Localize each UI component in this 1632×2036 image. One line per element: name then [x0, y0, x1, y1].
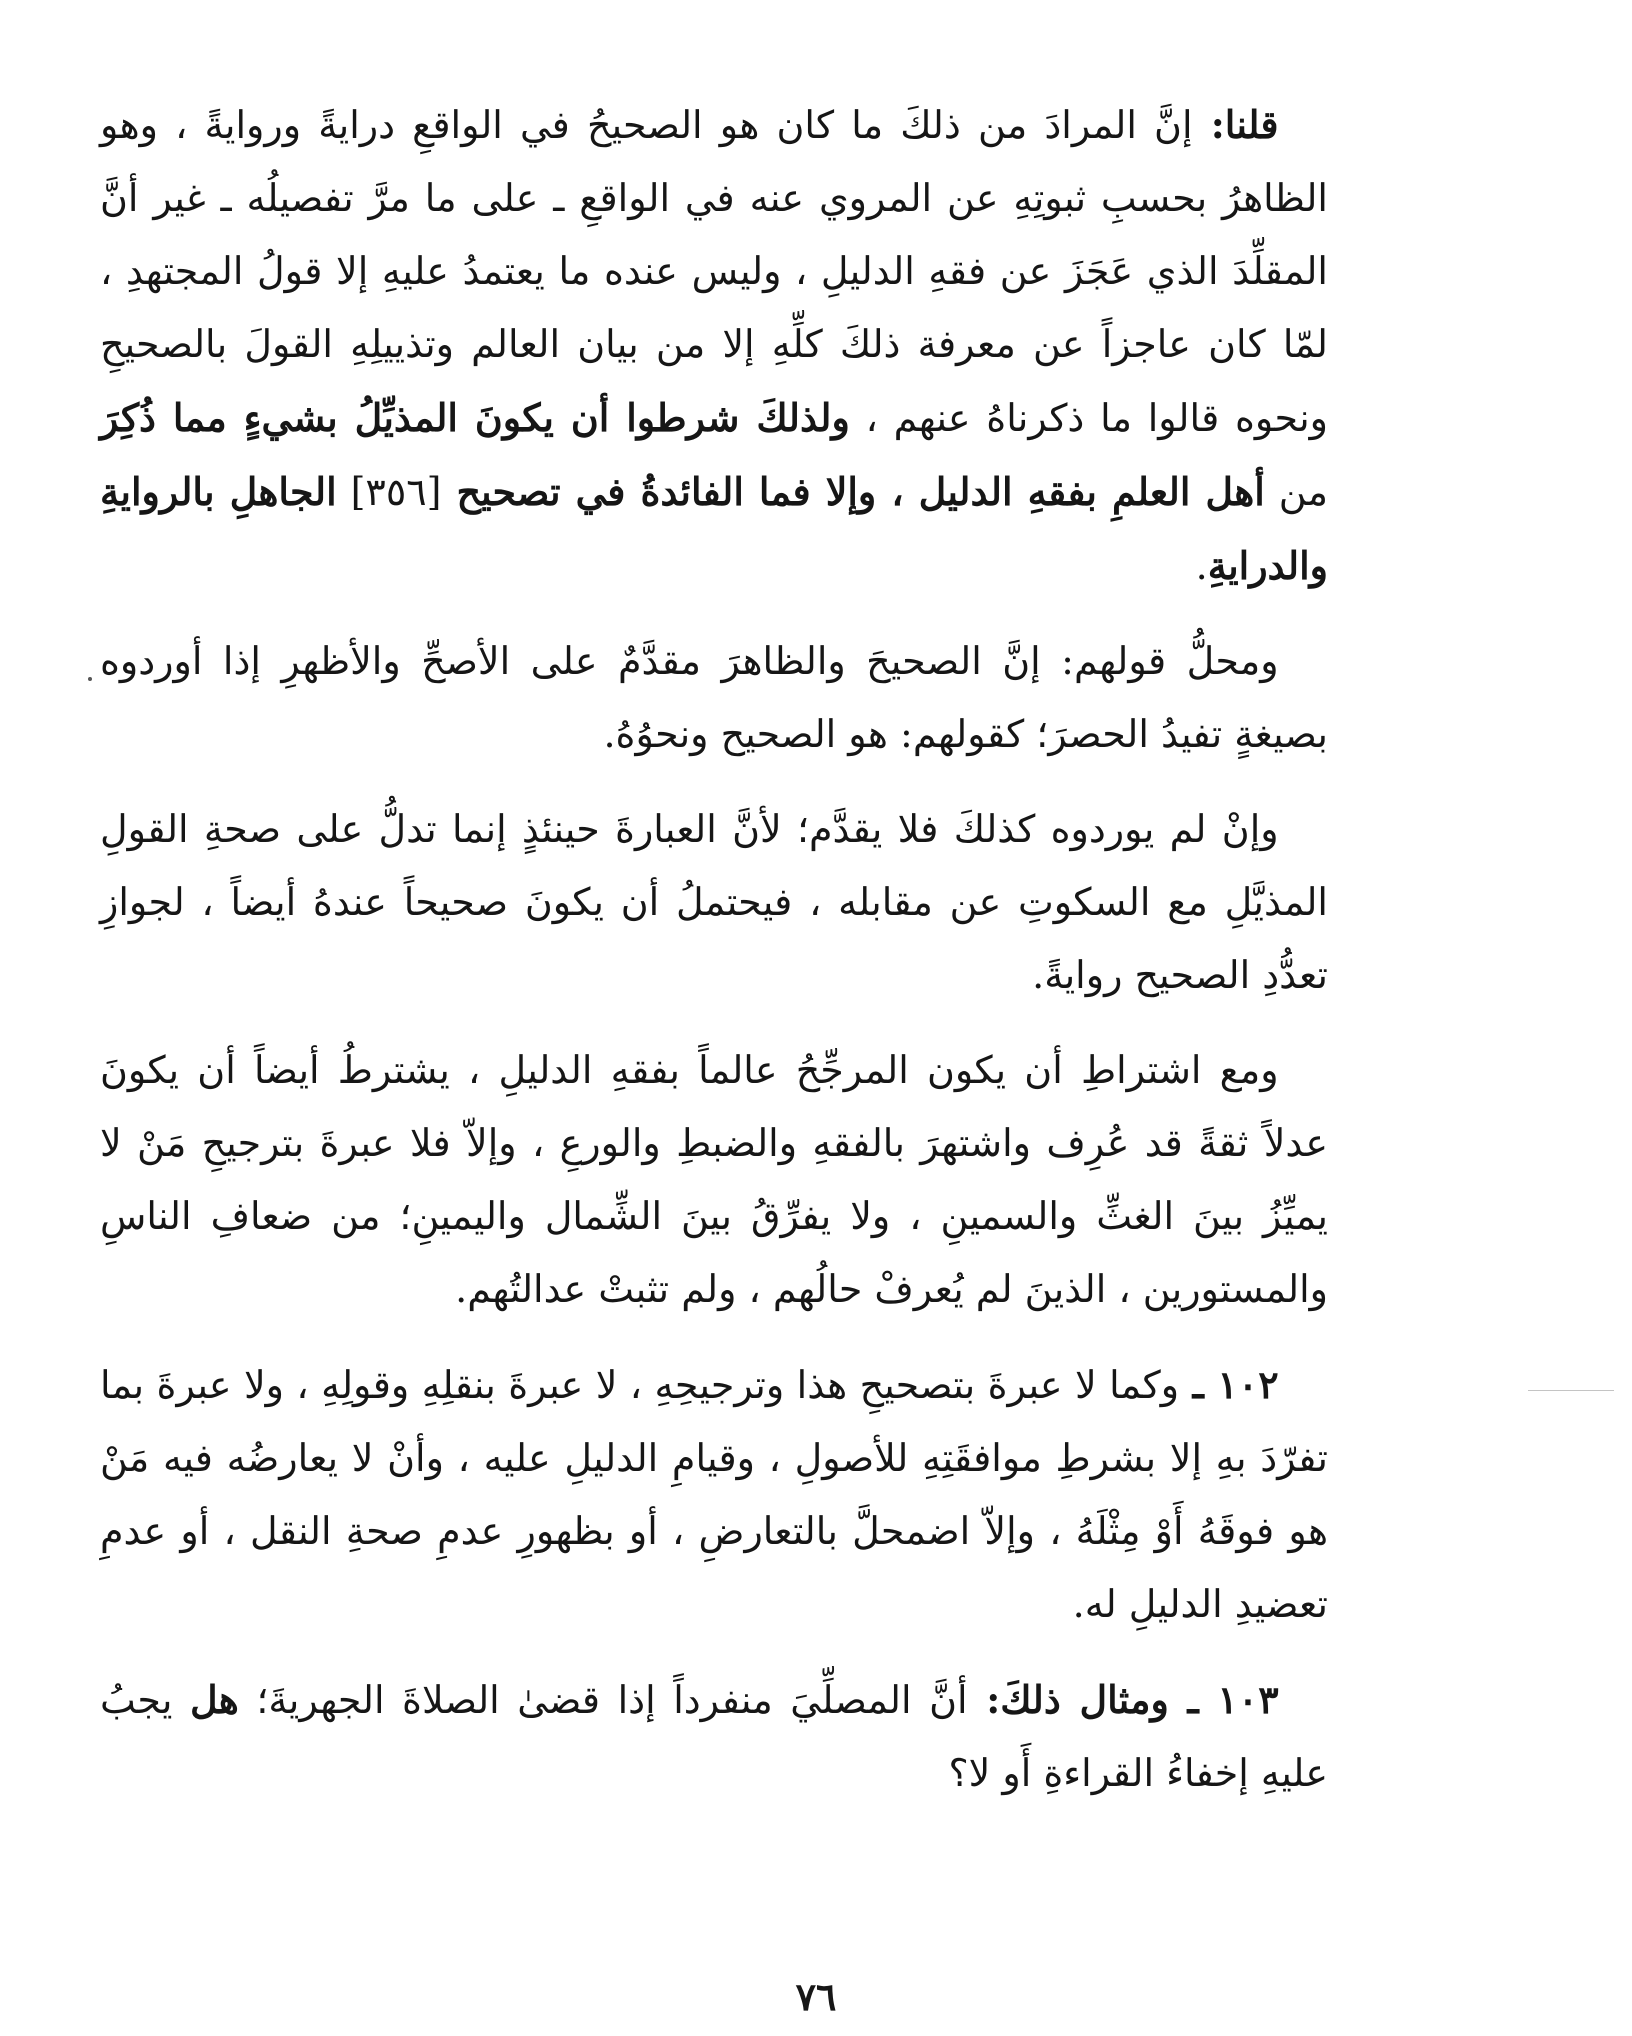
text-segment: وكما لا عبرةَ بتصحيحِ هذا وترجيحِهِ ، لا عبرةَ بنقلِهِ وقولِهِ ، ولا عبرةَ بما تفرّدَ بهِ إلا بشرطِ موافقَتِهِ للأصولِ ، وقيامِ الدليلِ عليه ، وأنْ لا يعارضُه فيه مَنْ هو فوقَهُ أَوْ مِثْلَهُ ، وإلاّ اضمحلَّ بالتعارضِ ، أو بظهورِ عدمِ صحةِ النقل ، أو عدمِ تعضيدِ الدليلِ له.	[100, 1363, 1328, 1626]
text-segment: ومحلُّ قولهم: إنَّ الصحيحَ والظاهرَ مقدَّمٌ على الأصحِّ والأظهرِ إذا أوردوه بصيغةٍ تفيدُ الحصرَ؛ كقولهم: هو الصحيح ونحوُهُ.	[100, 639, 1328, 756]
text-segment: إنَّ المرادَ من ذلكَ ما كان هو الصحيحُ في الواقعِ درايةً وروايةً ، وهو الظاهرُ بحسبِ ثبوتِهِ عن المروي عنه في الواقعِ ـ على ما مرَّ تفصيلُه ـ غير أنَّ المقلِّدَ الذي عَجَزَ عن فقهِ الدليلِ ، وليس عنده ما يعتمدُ عليهِ إلا قولُ المجتهدِ ، لمّا كان عاجزاً عن معرفة ذلكَ كلِّهِ إلا من بيان العالم وتذييلِهِ القولَ بالصحيحِ ونحوه قالوا ما ذكرناهُ عنهم ،	[100, 103, 1328, 440]
text-segment: أنَّ المصلِّيَ منفرداً إذا قضىٰ الصلاةَ الجهريةَ؛	[238, 1678, 968, 1722]
text-segment: ١٠٣ ـ ومثال ذلكَ:	[967, 1677, 1279, 1722]
paragraph-6	[100, 1663, 1328, 1810]
scan-dust-mark	[88, 677, 92, 681]
text-segment: .	[1195, 544, 1208, 588]
paragraph-2	[100, 625, 1328, 771]
scan-edge-mark	[1528, 1390, 1614, 1391]
text-segment: أهل العلمِ بفقهِ الدليل ، وإلا فما الفائدةُ في تصحيح	[441, 469, 1265, 514]
paragraph-4	[100, 1034, 1328, 1326]
text-segment: [٣٥٦]	[336, 470, 442, 514]
text-segment: الجاهلِ بالروايةِ والدرايةِ	[100, 469, 1328, 588]
text-segment: من	[1264, 470, 1328, 514]
paragraph-3	[100, 793, 1328, 1012]
paragraph-5	[100, 1348, 1328, 1641]
text-segment: هل	[189, 1677, 239, 1722]
text-segment: وإنْ لم يوردوه كذلكَ فلا يقدَّم؛ لأنَّ العبارةَ حينئذٍ إنما تدلُّ على صحةِ القولِ المذيَّلِ مع السكوتِ عن مقابله ، فيحتملُ أن يكونَ صحيحاً عندهُ أيضاً ، لجوازِ تعدُّدِ الصحيح روايةً.	[100, 807, 1328, 997]
page-number: ٧٦	[795, 1974, 837, 2019]
text-segment: يجبُ عليهِ إخفاءُ القراءةِ أَو لا؟	[100, 1678, 1328, 1795]
paragraph-1	[100, 88, 1328, 603]
text-segment: ١٠٢ ـ	[1179, 1362, 1279, 1407]
page-body-text	[100, 88, 1328, 1810]
text-segment: ولذلكَ شرطوا أن يكونَ المذيِّلُ بشيءٍ مما ذُكِرَ	[100, 395, 850, 440]
text-segment: قلنا:	[1192, 102, 1279, 147]
text-segment: ومع اشتراطِ أن يكون المرجِّحُ عالماً بفقهِ الدليلِ ، يشترطُ أيضاً أن يكونَ عدلاً ثقةً قد عُرِف واشتهرَ بالفقهِ والضبطِ والورعِ ، وإلاّ فلا عبرةَ بترجيحِ مَنْ لا يميِّزُ بينَ الغثِّ والسمينِ ، ولا يفرِّقُ بينَ الشِّمال واليمينِ؛ من ضعافِ الناسِ والمستورين ، الذينَ لم يُعرفْ حالُهم ، ولم تثبتْ عدالتُهم.	[100, 1048, 1328, 1311]
